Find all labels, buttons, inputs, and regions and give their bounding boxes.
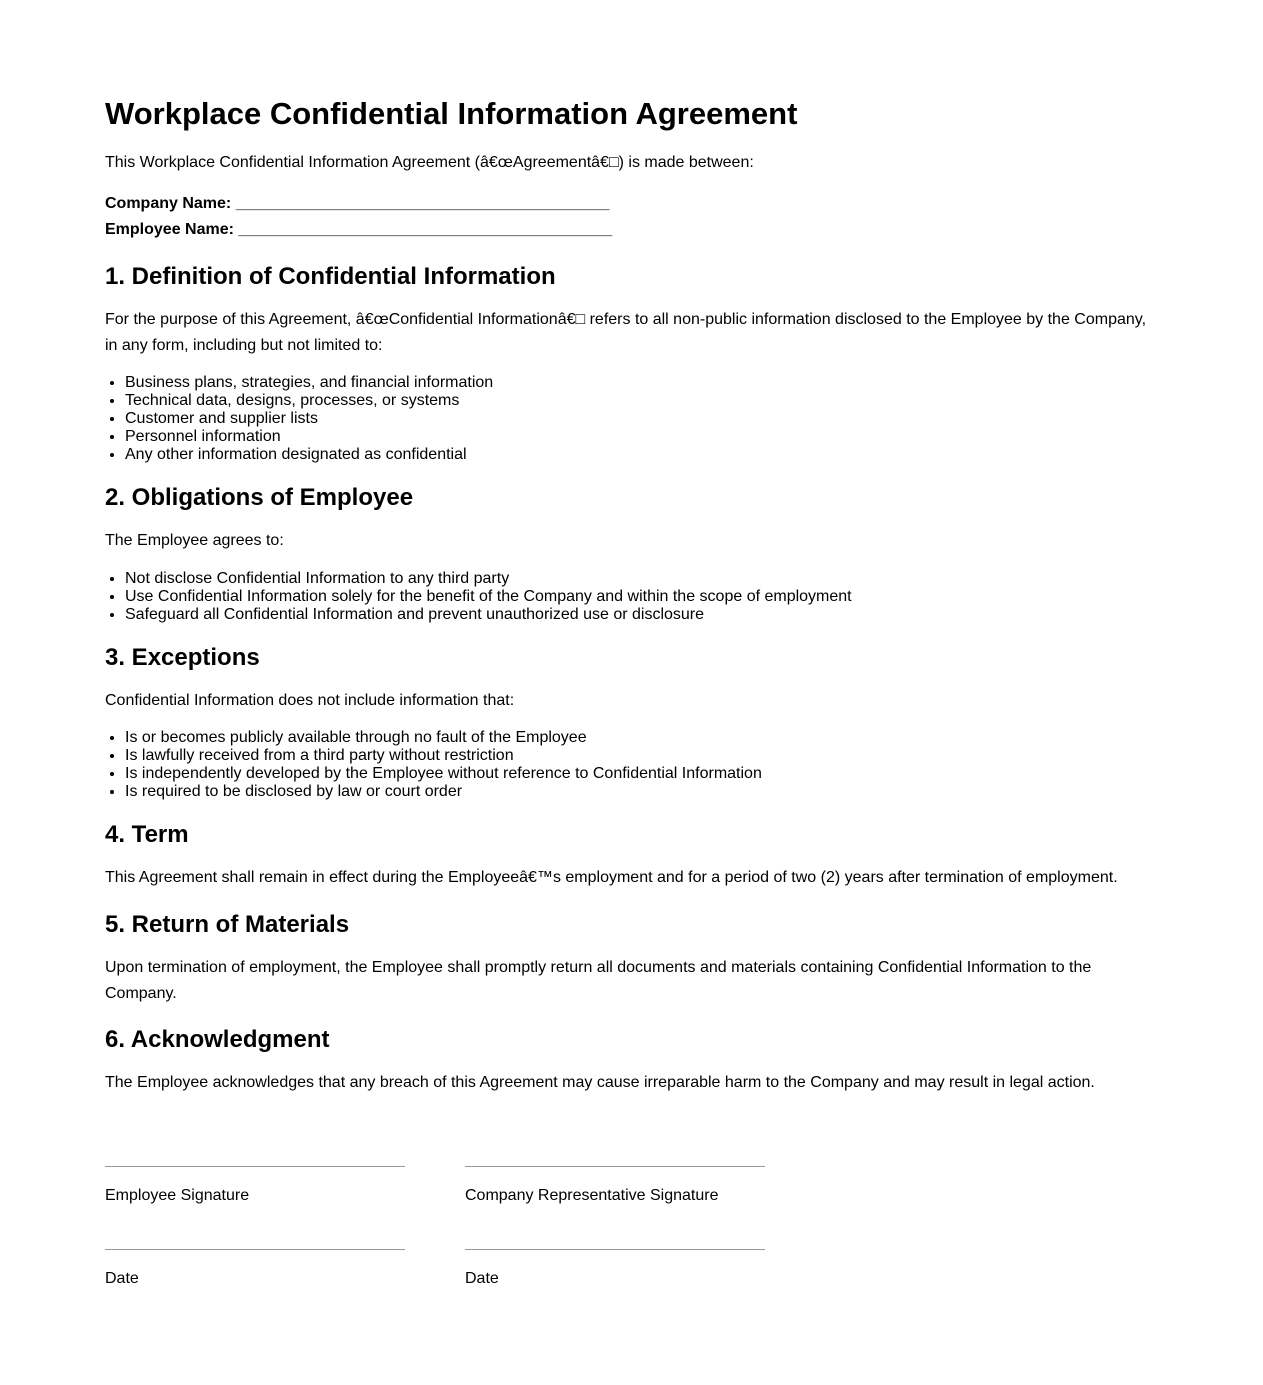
section-text-definition: For the purpose of this Agreement, â€œConfidential Informationâ€□ refers to all non-public information disclosed to the Employee by the Company, in any form, including but not limited to: [105,311,1147,354]
employee-signature-label: Employee Signature [105,1187,250,1204]
definition-list [105,374,493,464]
intro-paragraph: This Workplace Confidential Information Agreement (â€œAgreementâ€□) is made between: [105,154,754,171]
section-heading-term: 4. Term [105,821,189,848]
company-name-label: Company Name: [105,195,232,212]
employee-name-label: Employee Name: [105,221,234,238]
section-text-term: This Agreement shall remain in effect during the Employeeâ€™s employment and for a period of two (2) years after termination of employment. [105,869,1118,886]
section-heading-return: 5. Return of Materials [105,911,350,938]
list-item: • Is required to be disclosed by law or court order [125,783,762,801]
company-date-line[interactable] [465,1249,765,1250]
list-item: • Customer and supplier lists [125,410,493,428]
section-text-exceptions: Confidential Information does not include information that: [105,692,515,709]
list-item: • Any other information designated as confidential [125,446,493,464]
employee-date-label: Date [105,1270,139,1287]
obligations-list [105,570,852,624]
list-item: • Is independently developed by the Employee without reference to Confidential Information [125,765,762,783]
list-item: • Technical data, designs, processes, or systems [125,392,493,410]
employee-name-blank: __________________________________________ [238,221,613,238]
list-item: • Is or becomes publicly available through no fault of the Employee [125,729,762,747]
list-item: • Not disclose Confidential Information to any third party [125,570,852,588]
exceptions-list [105,729,762,801]
list-item: • Safeguard all Confidential Information and prevent unauthorized use or disclosure [125,606,852,624]
list-item: • Is lawfully received from a third party without restriction [125,747,762,765]
list-item: • Use Confidential Information solely for the benefit of the Company and within the scope of employment [125,588,852,606]
section-text-return: Upon termination of employment, the Employee shall promptly return all documents and materials containing Confidential Information to the Company. [105,959,1092,1002]
employee-name-field[interactable] [105,221,612,239]
employee-signature-line[interactable] [105,1166,405,1167]
list-item: • Personnel information [125,428,493,446]
company-signature-label: Company Representative Signature [465,1187,719,1204]
employee-date-line[interactable] [105,1249,405,1250]
company-signature-line[interactable] [465,1166,765,1167]
list-item: • Business plans, strategies, and financial information [125,374,493,392]
section-heading-acknowledgment: 6. Acknowledgment [105,1026,330,1053]
section-heading-obligations: 2. Obligations of Employee [105,484,414,511]
company-name-blank: __________________________________________ [235,195,610,212]
document-title: Workplace Confidential Information Agreement [105,96,798,131]
company-date-label: Date [465,1270,499,1287]
section-heading-definition: 1. Definition of Confidential Information [105,263,556,290]
company-name-field[interactable] [105,195,609,213]
section-text-acknowledgment: The Employee acknowledges that any breach of this Agreement may cause irreparable harm to the Company and may result in legal action. [105,1074,1095,1091]
section-heading-exceptions: 3. Exceptions [105,644,260,671]
section-text-obligations: The Employee agrees to: [105,532,284,549]
